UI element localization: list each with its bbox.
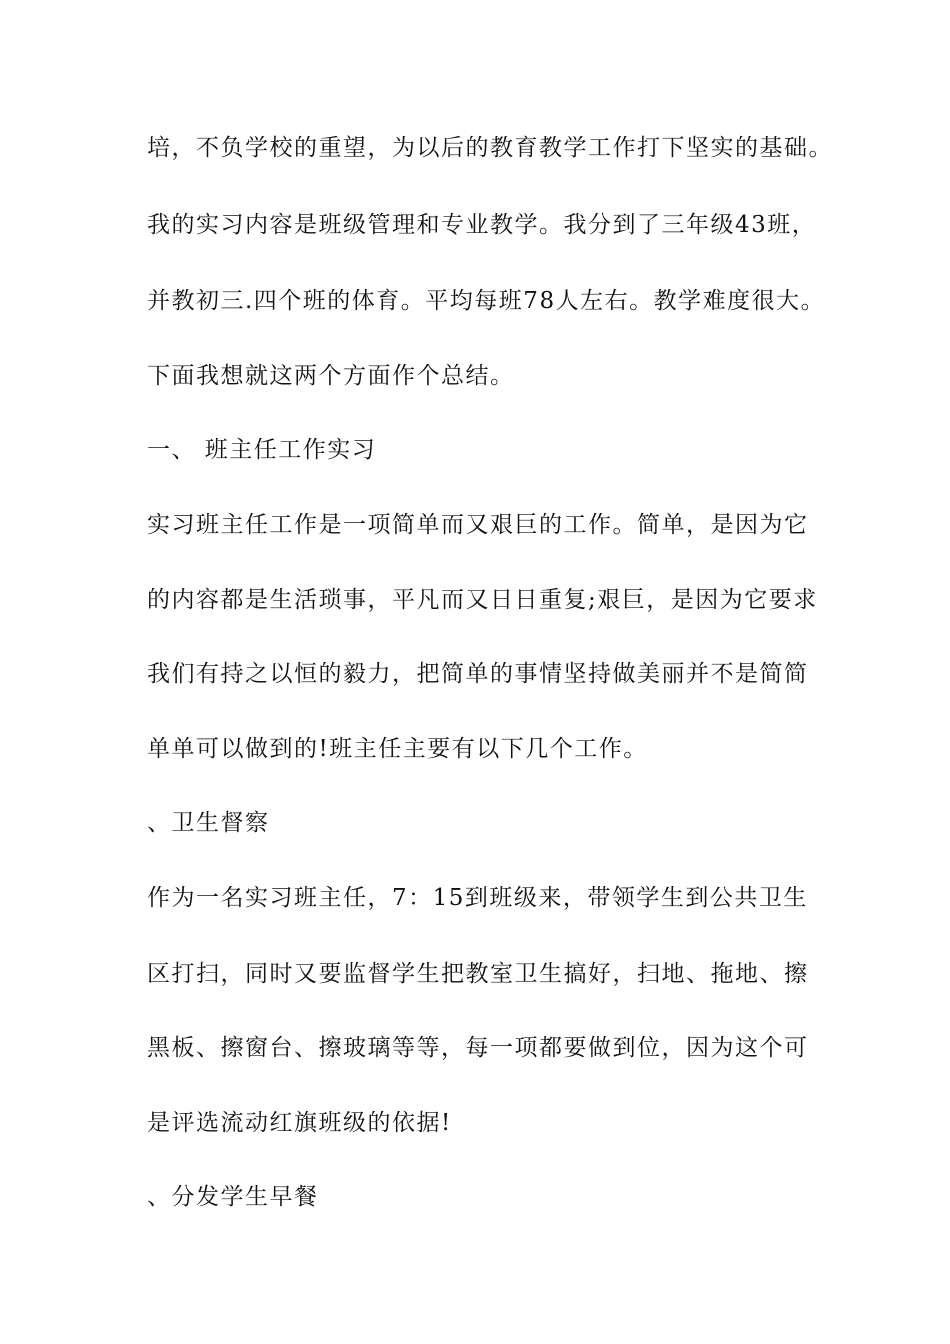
section-heading: 一、 班主任工作实习 [147, 437, 377, 463]
subsection-heading: 、分发学生早餐 [147, 1184, 319, 1210]
paragraph-line: 单单可以做到的!班主任主要有以下几个工作。 [147, 736, 648, 762]
paragraph-line: 我们有持之以恒的毅力，把简单的事情坚持做美丽并不是简简 [147, 661, 809, 687]
paragraph-line: 作为一名实习班主任，7：15到班级来，带领学生到公共卫生 [147, 885, 808, 911]
paragraph-line: 区打扫，同时又要监督学生把教室卫生搞好，扫地、拖地、擦 [147, 961, 809, 987]
paragraph-line: 实习班主任工作是一项简单而又艰巨的工作。简单，是因为它 [147, 512, 809, 538]
subsection-heading: 、卫生督察 [147, 810, 270, 836]
paragraph-line: 的内容都是生活琐事，平凡而又日日重复;艰巨，是因为它要求 [147, 587, 818, 613]
paragraph-line: 下面我想就这两个方面作个总结。 [147, 363, 515, 389]
paragraph-line: 并教初三.四个班的体育。平均每班78人左右。教学难度很大。 [147, 288, 826, 314]
paragraph-line: 黑板、擦窗台、擦玻璃等等，每一项都要做到位，因为这个可 [147, 1035, 809, 1061]
paragraph-line: 是评选流动红旗班级的依据! [147, 1110, 452, 1136]
paragraph-line: 培，不负学校的重望，为以后的教育教学工作打下坚实的基础。 [147, 135, 833, 161]
paragraph-line: 我的实习内容是班级管理和专业教学。我分到了三年级43班， [147, 212, 817, 238]
